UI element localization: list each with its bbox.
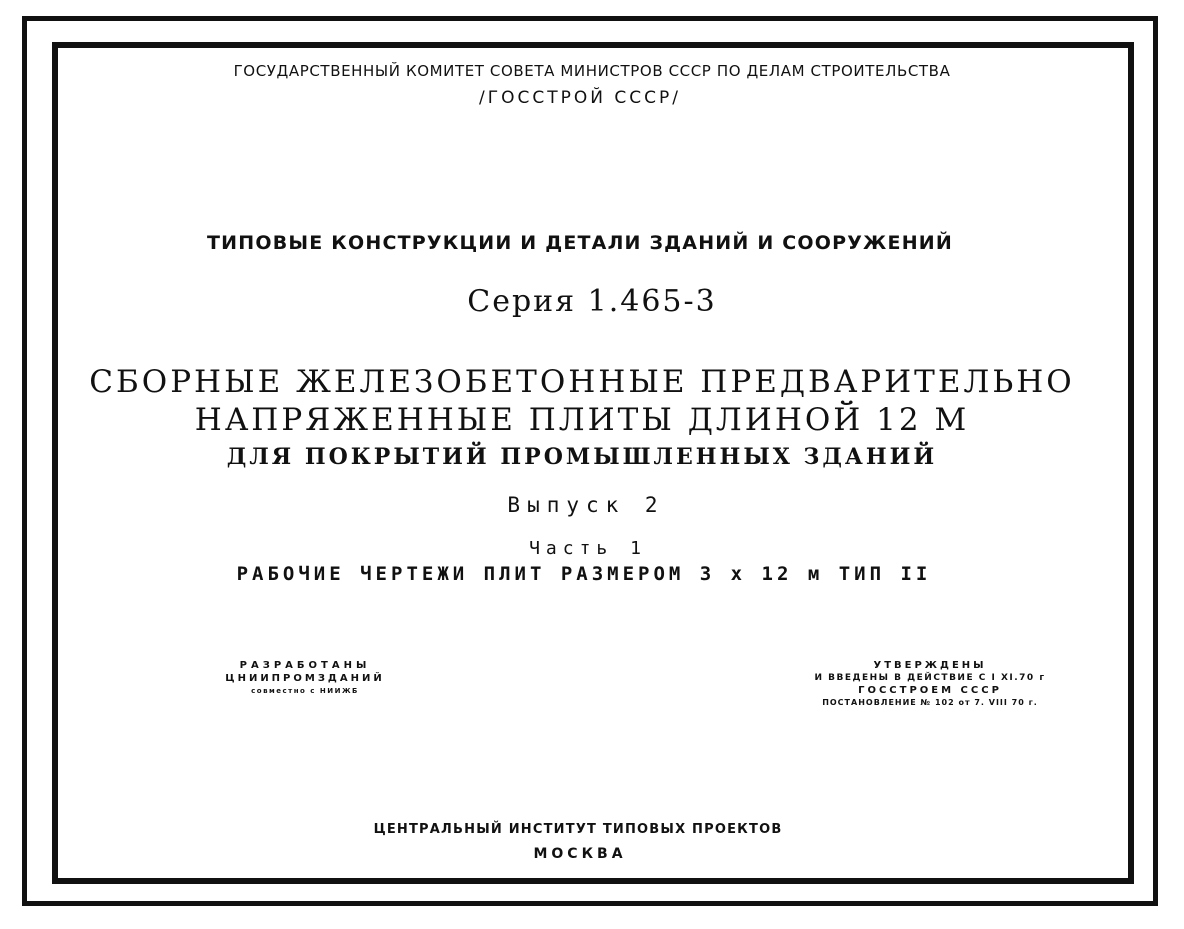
document-title-line-3: ДЛЯ ПОКРЫТИЙ ПРОМЫШЛЕННЫХ ЗДАНИЙ [226,444,938,470]
co-developer: совместно с НИИЖБ [251,687,359,695]
series-type-heading: ТИПОВЫЕ КОНСТРУКЦИИ И ДЕТАЛИ ЗДАНИЙ И СООРУЖЕНИЙ [206,232,954,254]
series-number: Серия 1.465-3 [467,284,717,319]
part-label: Часть 1 [529,538,647,559]
publisher-institute: ЦЕНТРАЛЬНЫЙ ИНСТИТУТ ТИПОВЫХ ПРОЕКТОВ [373,822,783,837]
resolution-reference: ПОСТАНОВЛЕНИЕ № 102 от 7. VIII 70 г. [822,698,1038,707]
developed-by-block [200,660,410,695]
document-title-line-2: НАПРЯЖЕННЫЕ ПЛИТЫ ДЛИНОЙ 12 М [194,402,970,438]
approving-body: ГОССТРОЕМ СССР [858,685,1002,696]
approved-label: УТВЕРЖДЕНЫ [873,660,987,671]
document-title-line-1: СБОРНЫЕ ЖЕЛЕЗОБЕТОННЫЕ ПРЕДВАРИТЕЛЬНО [89,364,1075,400]
drawings-subtitle: РАБОЧИЕ ЧЕРТЕЖИ ПЛИТ РАЗМЕРОМ 3 х 12 м ТИП II [236,563,932,585]
developer-institute: ЦНИИПРОМЗДАНИЙ [225,673,385,684]
publisher-city: МОСКВА [533,846,627,862]
issue-label: Выпуск 2 [507,493,665,517]
committee-name: ГОСУДАРСТВЕННЫЙ КОМИТЕТ СОВЕТА МИНИСТРОВ СССР ПО ДЕЛАМ СТРОИТЕЛЬСТВА [233,62,951,80]
effective-date: И ВВЕДЕНЫ В ДЕЙСТВИЕ С I XI.70 г [814,673,1046,683]
approval-block [770,660,1090,707]
gosstroy-label: /ГОССТРОЙ СССР/ [479,88,681,108]
developed-label: РАЗРАБОТАНЫ [239,660,371,671]
